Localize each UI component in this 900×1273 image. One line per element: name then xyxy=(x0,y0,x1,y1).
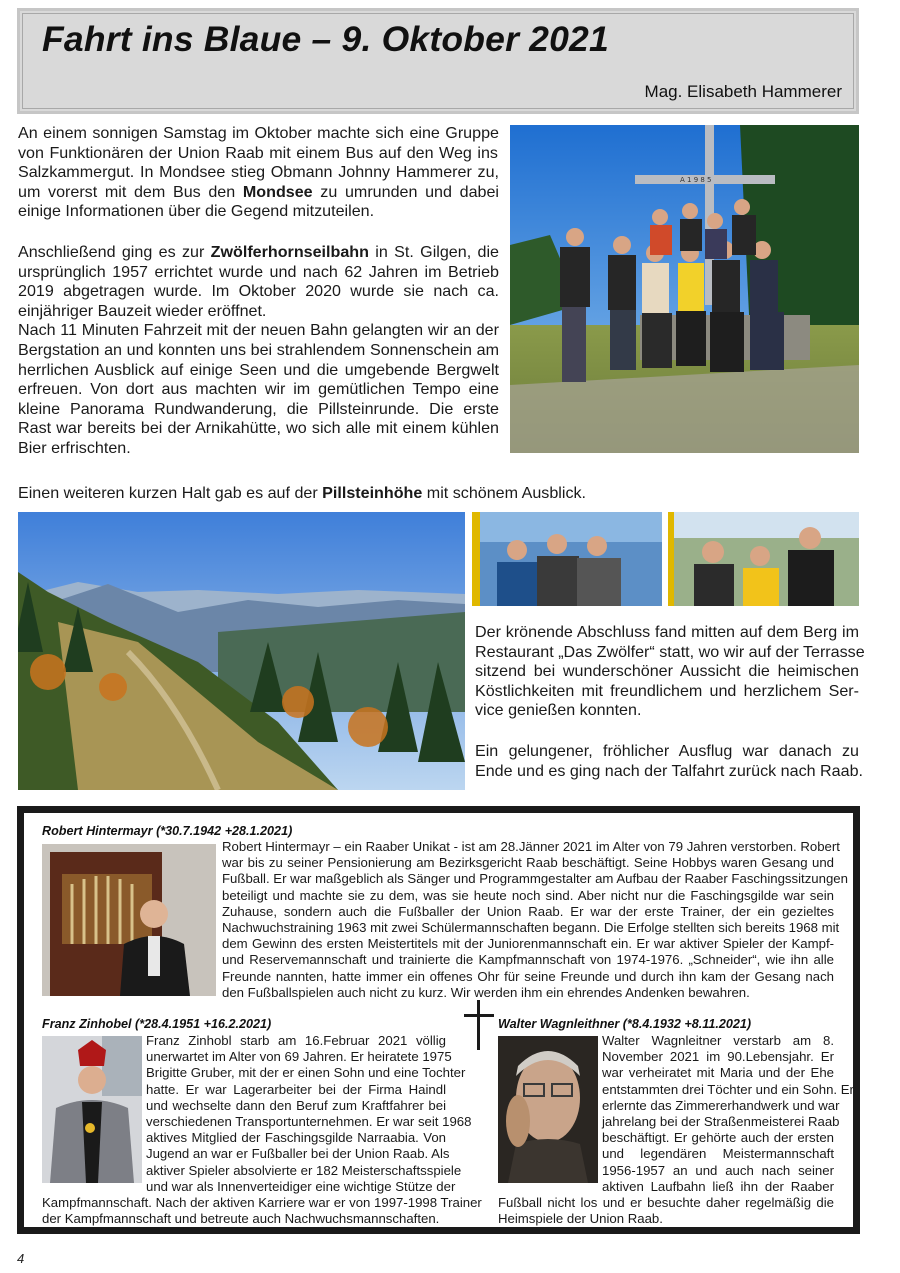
obituary-text-hintermayr: Robert Hintermayr – ein Raaber Unikat - ist am 28.Jänner 2021 im Alter von 79 Jahren verstorben. Robert war bis zu seiner Pensionierung am Bezirksgericht Raab beschäftigt. Seine Hobbys waren Gesang und Fußball. Er war maßgeblich als Sänger und Programmgestalter am Aufbau der Raaber Faschingssitzungen beteiligt und machte sie zu dem, was sie heute noch sind. Aber nicht nur die Faschingsgilde war sein Zuhause, sondern auch die Fußballer der Union Raab. Er war der erste Trainer, der ein gezieltes Nachwuchstraining 1963 mit zwei Schülermannschaften begann. Die Erfolge stellten sich bereits 1968 mit dem Gewinn des ersten Meistertitels mit der Juniorenmannschaft ein. Er war aktiver Spieler der Kampf- und Reservemannschaft und trainierte die Kampfmannschaft von 1974-1976. „Schneider“, wie ihn alle Freunde nannten, hatte immer ein offenes Ohr für seine Freunde und durch ihn kam der Gesang nach den Fußballspielen auch nicht zu kurz. Wir werden ihm ein ehrendes Andenken bewahren. xyxy=(222,839,848,1000)
photo-landscape-lake-view xyxy=(18,512,465,790)
article-title: Fahrt ins Blaue – 9. Oktober 2021 xyxy=(42,19,609,59)
place-pillsteinhoehe: Pillsteinhöhe xyxy=(322,484,423,502)
obituary-name-hintermayr: Robert Hintermayr (*30.7.1942 +28.1.2021) xyxy=(42,824,293,838)
photo-gondola-group xyxy=(668,512,859,606)
paragraph-intro: An einem sonnigen Samstag im Oktober machte sich eine Gruppe von Funktionären der Union Raab mit einem Bus auf den Weg ins Salzkammergut. In Mondsee stieg Obmann Johnny Hammerer zu, um vorerst mit dem Bus den Mondsee zu umrunden und dabei einige Informationen über die Gegend mitzuteilen. xyxy=(18,124,499,221)
photo-group-summit-cross xyxy=(510,125,859,453)
article-author: Mag. Elisabeth Hammerer xyxy=(644,82,842,101)
obituary-text-wagnleithner: Walter Wagnleitner verstarb am 8. November 2021 im 90.Lebensjahr. Er war verheiratet mit Maria und der Ehe entstammten drei Töchter und ein Sohn. Er erlernte das Zimmererhandwerk und war jahrelang bei der Straßenmeisterei Raab beschäftigt. Er gehörte auch der ersten und legendären Meistermannschaft 1956-1957 an und auch nach seiner aktiven Laufbahn ließ ihn der Raaber Fußball nicht los und er besuchte daher regelmäßig die Heimspiele der Union Raab. xyxy=(498,1033,854,1227)
place-zwoelferhornseilbahn: Zwölferhornseilbahn xyxy=(210,243,369,261)
page-number: 4 xyxy=(17,1251,25,1266)
paragraph-conclusion: Ein gelungener, fröhlicher Ausflug war danach zu Ende und es ging nach der Talfahrt zurück nach Raab. xyxy=(475,742,863,780)
paragraph-seilbahn: Anschließend ging es zur Zwölferhornseilbahn in St. Gilgen, die ursprünglich 1957 errichtet wurde und nach 62 Jahren im Betrieb 2019 abgetragen wurde. Im Oktober 2020 wurde sie nach ca. einjähriger Bauzeit wieder eröffnet. Nach 11 Minuten Fahrzeit mit der neuen Bahn gelangten wir an der Bergstation an und konnten uns bei strahlendem Sonnenschein am herrlichen Ausblick auf einige Seen und die umgebende Bergwelt erfreuen. Von dort aus machten wir im gemütlichen Tempo eine kleine Panorama Rundwanderung, die Pillsteinrunde. Die erste Rast war bereits bei der Arnikahütte, wo sich alle mit einem kühlen Bier erfrischten. xyxy=(18,243,499,457)
photo-hintermayr xyxy=(42,844,216,996)
obituary-text-zinhobel: Franz Zinhobl starb am 16.Februar 2021 völlig unerwartet im Alter von 69 Jahren. Er heiratete 1975 Brigitte Gruber, mit der er einen Sohn und eine Tochter hatte. Er war Lagerarbeiter bei der Firma Haindl und wechselte dann den Beruf zum Kraftfahrer bei verschiedenen Transportunternehmen. Er war seit 1968 aktives Mitglied der Faschingsgilde Narraabia. Von Jugend an war er Fußballer bei der Union Raab. Als aktiver Spieler absolvierte er 182 Meisterschaftsspiele und war als Innenverteidiger eine wichtige Stütze der Kampfmannschaft. Nach der aktiven Karriere war er von 1997-1998 Trainer der Kampfmannschaft und betreute auch Nachwuchsmannschaften. xyxy=(42,1033,482,1227)
photo-gondola-men xyxy=(472,512,662,606)
obituary-name-wagnleithner: Walter Wagnleithner (*8.4.1932 +8.11.2021) xyxy=(498,1017,752,1031)
paragraph-pillsteinhoehe: Einen weiteren kurzen Halt gab es auf der Pillsteinhöhe mit schönem Ausblick. xyxy=(18,484,587,502)
article-header xyxy=(17,8,859,114)
place-mondsee: Mondsee xyxy=(242,182,313,201)
cross-icon xyxy=(462,1000,496,1050)
obituary-name-zinhobel: Franz Zinhobel (*28.4.1951 +16.2.2021) xyxy=(42,1017,272,1031)
paragraph-restaurant: Der krönende Abschluss fand mitten auf dem Berg im Restaurant „Das Zwölfer“ statt, wo wir auf der Terrasse sitzend bei wunderschöner Aussicht die heimischen Köstlichkeiten mit freundlichem und herzlichem Ser- vice genießen konnten. xyxy=(475,623,865,720)
cross-sign-text: A 1 9 8 5 xyxy=(680,176,712,184)
